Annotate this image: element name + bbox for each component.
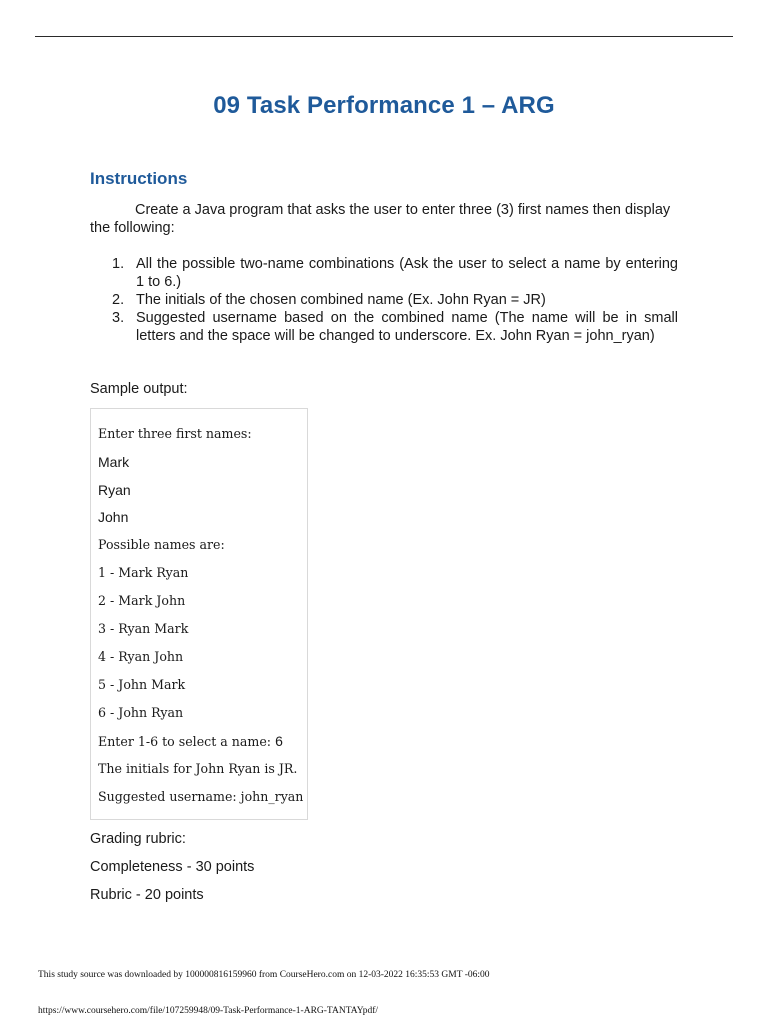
output-line: 2 - Mark John: [98, 593, 186, 608]
sample-output-label: Sample output:: [90, 381, 188, 397]
output-line: 3 - Ryan Mark: [98, 621, 189, 636]
instructions-heading: Instructions: [90, 169, 188, 188]
output-line: 6 - John Ryan: [98, 705, 184, 720]
output-input: 6: [275, 733, 283, 749]
intro-paragraph: Create a Java program that asks the user to enter three (3) first names then display the following:: [90, 202, 671, 236]
output-line: [98, 733, 283, 749]
output-line: Ryan: [98, 482, 131, 498]
source-url[interactable]: https://www.coursehero.com/file/107259948/09-Task-Performance-1-ARG-TANTAYpdf/: [38, 1006, 379, 1016]
list-text: The initials of the chosen combined name (Ex. John Ryan = JR): [136, 292, 546, 308]
grading-item: Rubric - 20 points: [90, 887, 204, 903]
list-item: [90, 291, 678, 309]
list-number: 2.: [112, 292, 125, 308]
grading-label: Grading rubric:: [90, 831, 186, 847]
output-prompt: Enter 1-6 to select a name:: [98, 734, 272, 749]
output-line: Suggested username: john_ryan: [98, 789, 304, 804]
list-number: 3.: [112, 310, 125, 326]
download-note: This study source was downloaded by 100000816159960 from CourseHero.com on 12-03-2022 16:35:53 GMT -06:00: [38, 970, 490, 980]
document-title: 09 Task Performance 1 – ARG: [213, 92, 555, 119]
list-item: [90, 309, 678, 345]
output-line: Enter three first names:: [98, 426, 252, 441]
output-line: 1 - Mark Ryan: [98, 565, 189, 580]
requirements-list: [90, 255, 678, 345]
output-line: The initials for John Ryan is JR.: [98, 761, 298, 776]
output-line: Possible names are:: [98, 537, 225, 552]
output-line: 4 - Ryan John: [98, 649, 184, 664]
top-divider: [35, 36, 733, 37]
list-text: All the possible two-name combinations (Ask the user to select a name by entering 1 to 6.): [136, 256, 678, 290]
list-number: 1.: [112, 256, 125, 272]
output-line: John: [98, 509, 129, 525]
output-line: Mark: [98, 454, 130, 470]
output-line: 5 - John Mark: [98, 677, 186, 692]
list-text: Suggested username based on the combined name (The name will be in small letters and the space will be changed to underscore. Ex. John Ryan = john_ryan): [136, 310, 678, 344]
list-item: [90, 255, 678, 291]
grading-item: Completeness - 30 points: [90, 859, 255, 875]
